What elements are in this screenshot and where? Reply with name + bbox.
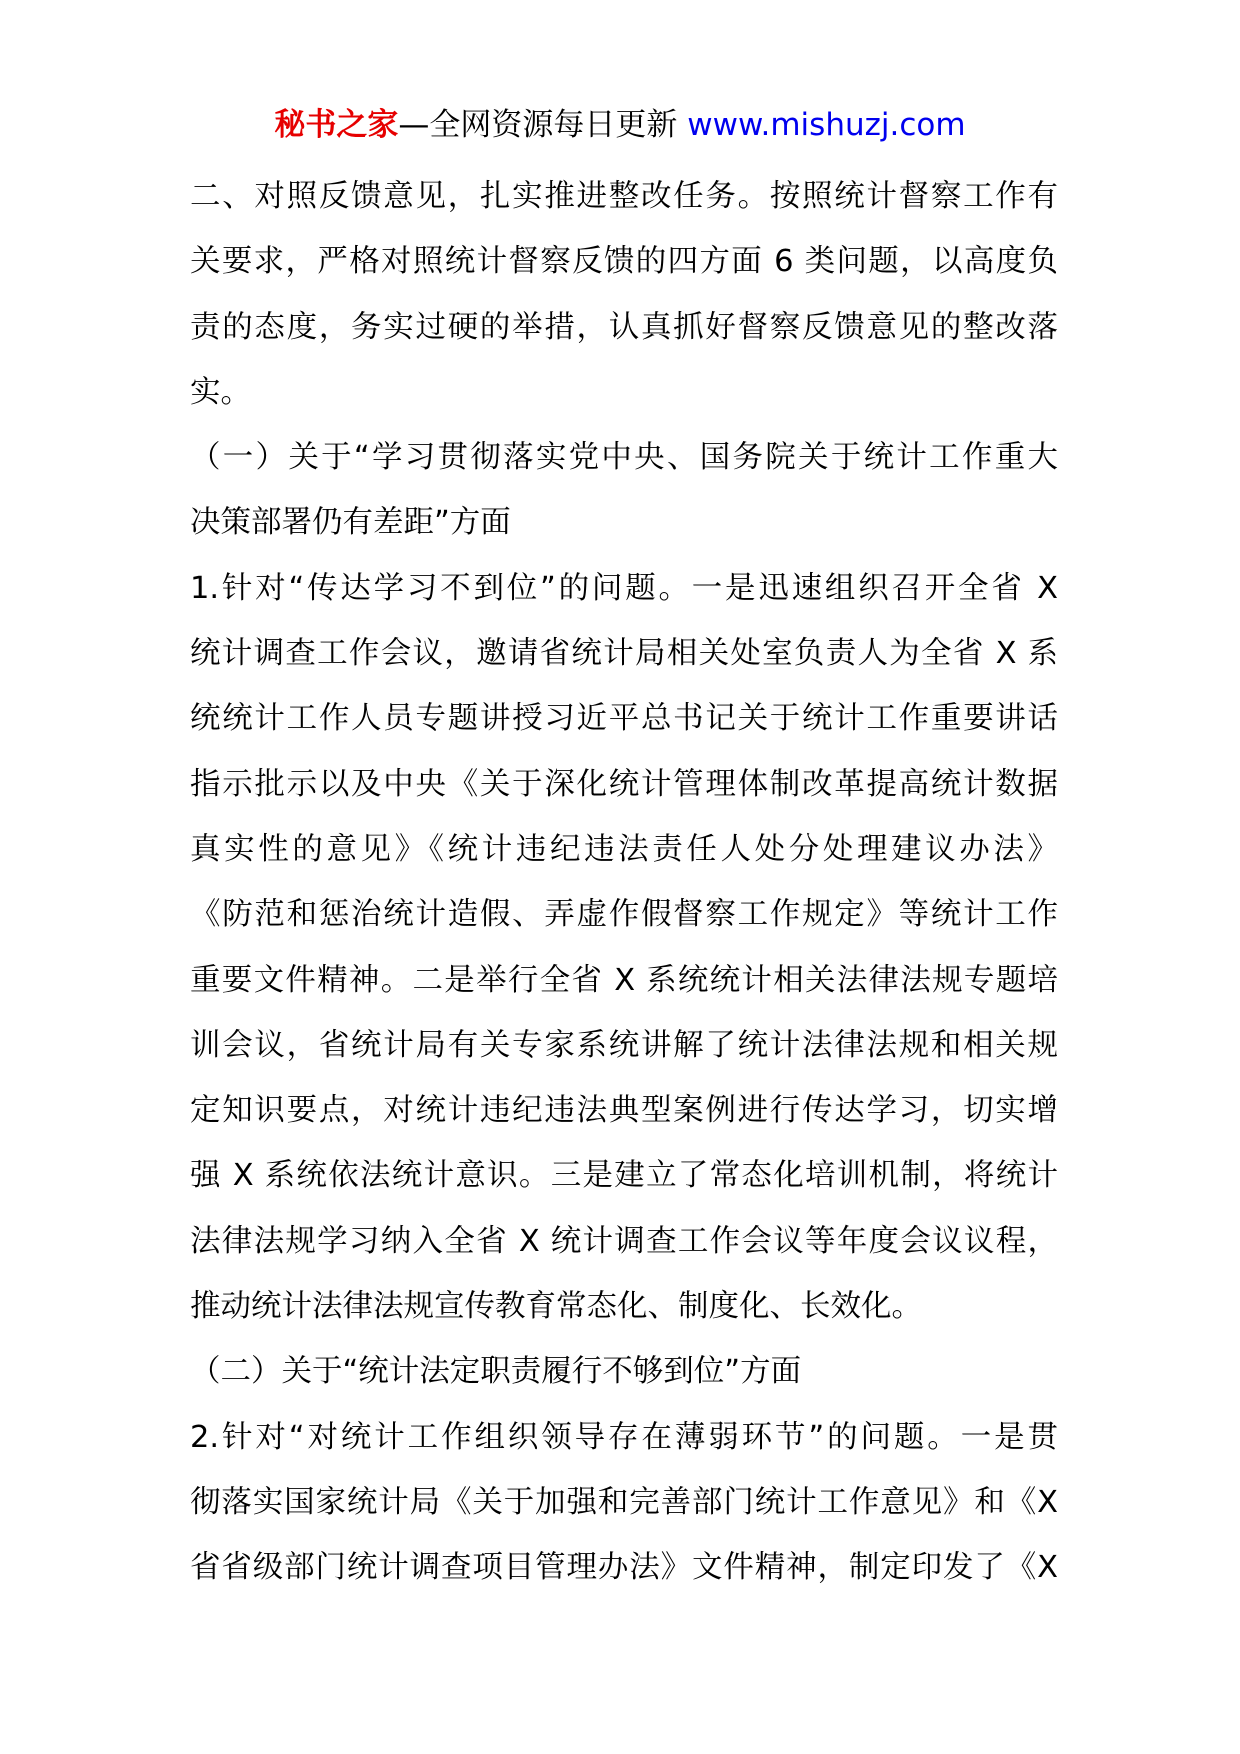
text-line: 法律法规学习纳入全省 X 统计调查工作会议等年度会议议程， [190, 1223, 1058, 1259]
text-line: （二）关于“统计法定职责履行不够到位”方面 [190, 1354, 802, 1390]
text-line: （一）关于“学习贯彻落实党中央、国务院关于统计工作重大 [190, 440, 1058, 476]
text-line: 指示批示以及中央《关于深化统计管理体制改革提高统计数据 [190, 766, 1058, 802]
text-line: 2.针对“对统计工作组织领导存在薄弱环节”的问题。一是贯 [190, 1419, 1058, 1455]
text-line: 《防范和惩治统计造假、弄虚作假督察工作规定》等统计工作 [190, 897, 1058, 933]
text-line: 重要文件精神。二是举行全省 X 系统统计相关法律法规专题培 [190, 962, 1058, 998]
text-line: 实。 [190, 374, 251, 410]
text-line: 统计调查工作会议，邀请省统计局相关处室负责人为全省 X 系 [190, 636, 1058, 672]
text-line: 1.针对“传达学习不到位”的问题。一是迅速组织召开全省 X [190, 570, 1058, 606]
text-line: 推动统计法律法规宣传教育常态化、制度化、长效化。 [190, 1289, 922, 1325]
text-line: 强 X 系统依法统计意识。三是建立了常态化培训机制，将统计 [190, 1158, 1058, 1194]
site-tagline: —全网资源每日更新 [398, 107, 678, 143]
text-line: 彻落实国家统计局《关于加强和完善部门统计工作意见》和《X [190, 1484, 1058, 1520]
text-line: 关要求，严格对照统计督察反馈的四方面 6 类问题，以高度负 [190, 244, 1058, 280]
text-line: 真实性的意见》《统计违纪违法责任人处分处理建议办法》 [190, 831, 1058, 867]
text-line: 训会议，省统计局有关专家系统讲解了统计法律法规和相关规 [190, 1027, 1058, 1063]
site-header [0, 103, 1240, 147]
text-line: 二、对照反馈意见，扎实推进整改任务。按照统计督察工作有 [190, 179, 1058, 214]
site-brand: 秘书之家 [274, 107, 399, 143]
site-url-link[interactable]: www.mishuzj.com [687, 107, 966, 143]
text-line: 决策部署仍有差距”方面 [190, 505, 511, 541]
text-line: 省省级部门统计调查项目管理办法》文件精神，制定印发了《X [190, 1550, 1058, 1586]
text-line: 定知识要点，对统计违纪违法典型案例进行传达学习，切实增 [190, 1093, 1058, 1129]
text-line: 责的态度，务实过硬的举措，认真抓好督察反馈意见的整改落 [190, 309, 1058, 345]
document-body [190, 164, 1058, 1601]
text-line: 统统计工作人员专题讲授习近平总书记关于统计工作重要讲话 [190, 701, 1058, 737]
